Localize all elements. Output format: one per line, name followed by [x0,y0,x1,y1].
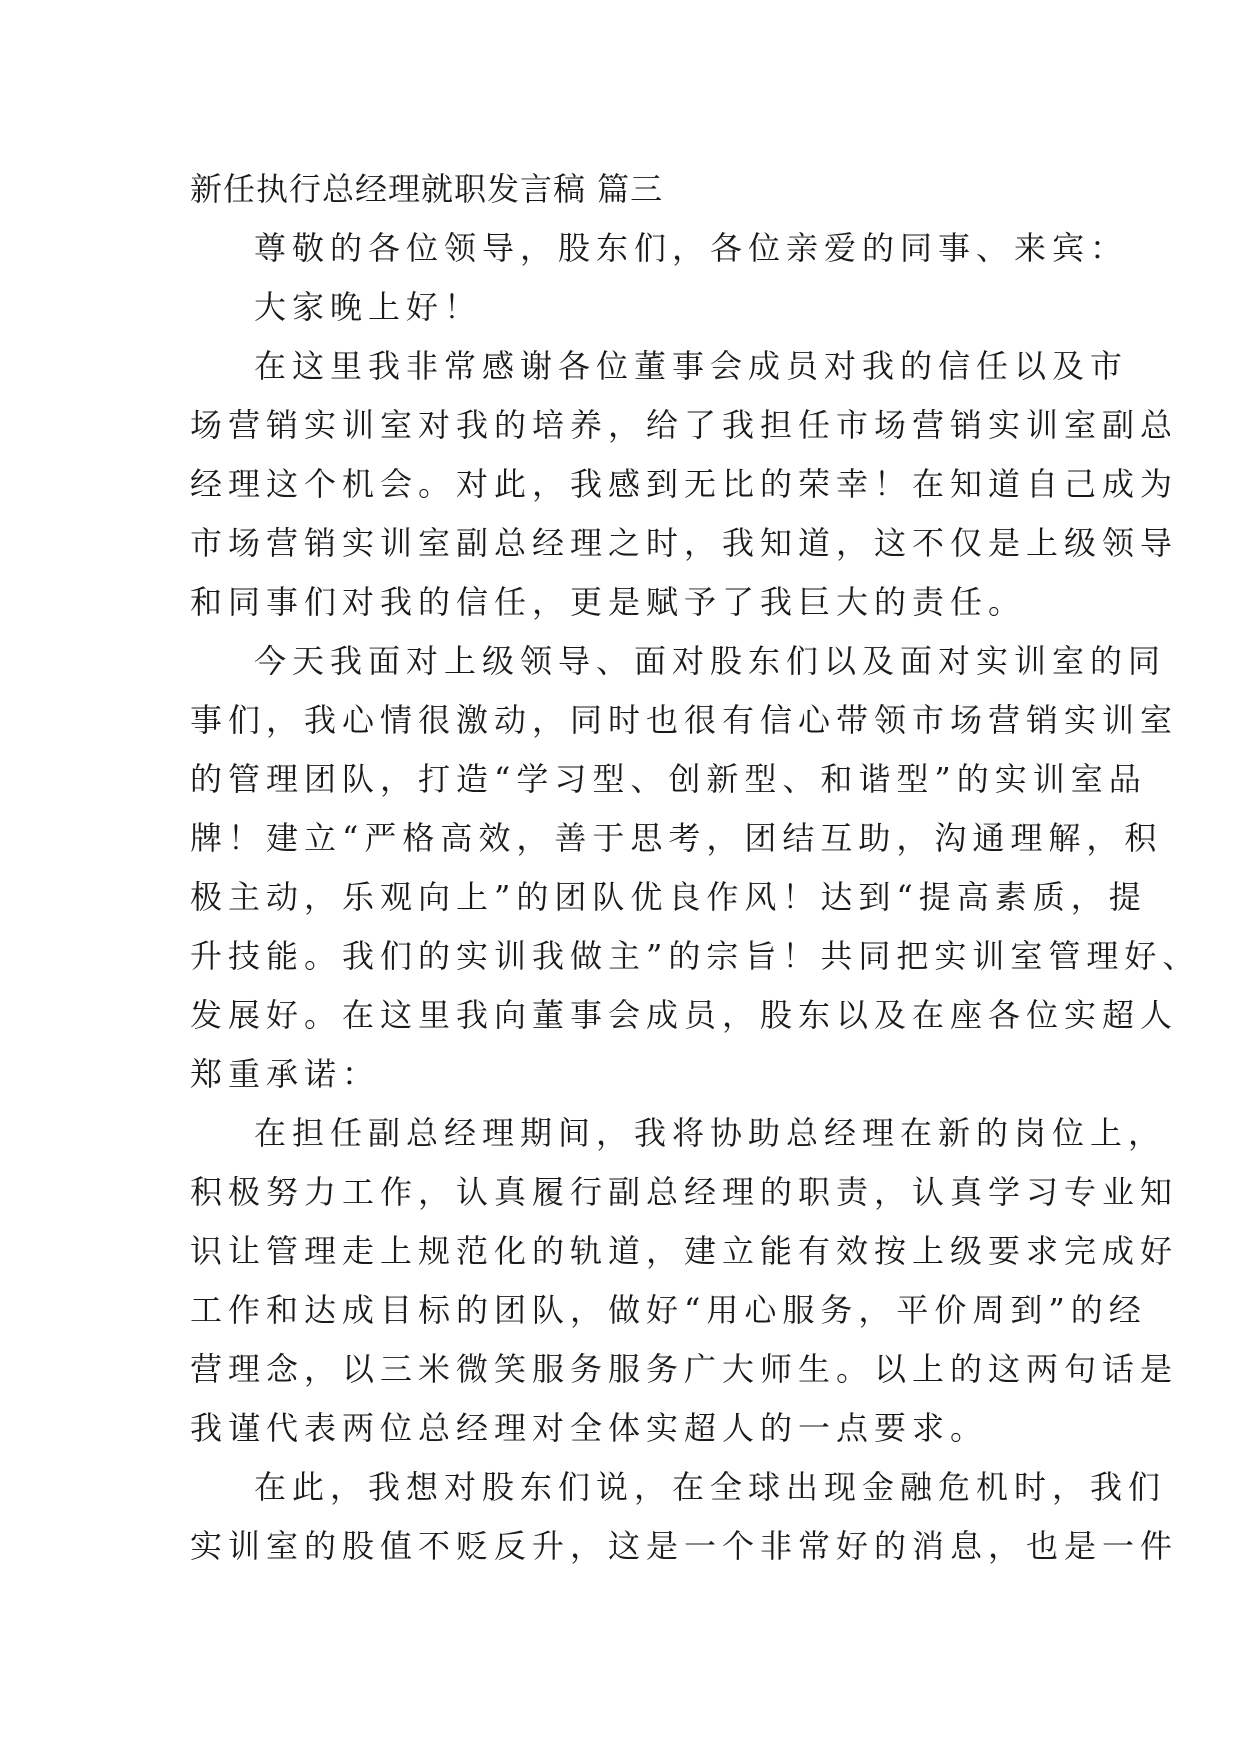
paragraph-3-line-4: 工作和达成目标的团队，做好“用心服务，平价周到”的经 [190,1291,1147,1329]
paragraph-1-line-1: 在这里我非常感谢各位董事会成员对我的信任以及市 [254,347,1129,385]
paragraph-3-line-3: 识让管理走上规范化的轨道，建立能有效按上级要求完成好 [190,1232,1179,1270]
paragraph-2-line-7: 发展好。在这里我向董事会成员，股东以及在座各位实超人 [190,996,1179,1034]
paragraph-2-line-4: 牌！建立“严格高效，善于思考，团结互助，沟通理解，积 [190,819,1163,857]
paragraph-1-line-5: 和同事们对我的信任，更是赋予了我巨大的责任。 [190,583,1027,621]
paragraph-4-line-2: 实训室的股值不贬反升，这是一个非常好的消息，也是一件 [190,1527,1179,1565]
paragraph-3-line-5: 营理念，以三米微笑服务服务广大师生。以上的这两句话是 [190,1350,1179,1388]
greeting-line: 大家晚上好！ [254,288,483,326]
paragraph-1-line-2: 场营销实训室对我的培养，给了我担任市场营销实训室副总 [190,406,1179,444]
paragraph-3-line-6: 我谨代表两位总经理对全体实超人的一点要求。 [190,1409,989,1447]
paragraph-1-line-4: 市场营销实训室副总经理之时，我知道，这不仅是上级领导 [190,524,1179,562]
salutation-line: 尊敬的各位领导，股东们，各位亲爱的同事、来宾： [254,229,1129,267]
paragraph-2-line-8: 郑重承诺： [190,1055,381,1093]
paragraph-2-line-5: 极主动，乐观向上”的团队优良作风！达到“提高素质，提 [190,878,1147,916]
paragraph-1-line-3: 经理这个机会。对此，我感到无比的荣幸！在知道自己成为 [190,465,1179,503]
document-title: 新任执行总经理就职发言稿 篇三 [190,170,664,208]
paragraph-4-line-1: 在此，我想对股东们说，在全球出现金融危机时，我们 [254,1468,1167,1506]
document-body [190,160,1201,1576]
paragraph-2-line-1: 今天我面对上级领导、面对股东们以及面对实训室的同 [254,642,1167,680]
paragraph-2-line-6: 升技能。我们的实训我做主”的宗旨！共同把实训室管理好、 [190,937,1201,975]
paragraph-2-line-2: 事们，我心情很激动，同时也很有信心带领市场营销实训室 [190,701,1179,739]
paragraph-3-line-2: 积极努力工作，认真履行副总经理的职责，认真学习专业知 [190,1173,1179,1211]
paragraph-2-line-3: 的管理团队，打造“学习型、创新型、和谐型”的实训室品 [190,760,1147,798]
paragraph-3-line-1: 在担任副总经理期间，我将协助总经理在新的岗位上， [254,1114,1167,1152]
